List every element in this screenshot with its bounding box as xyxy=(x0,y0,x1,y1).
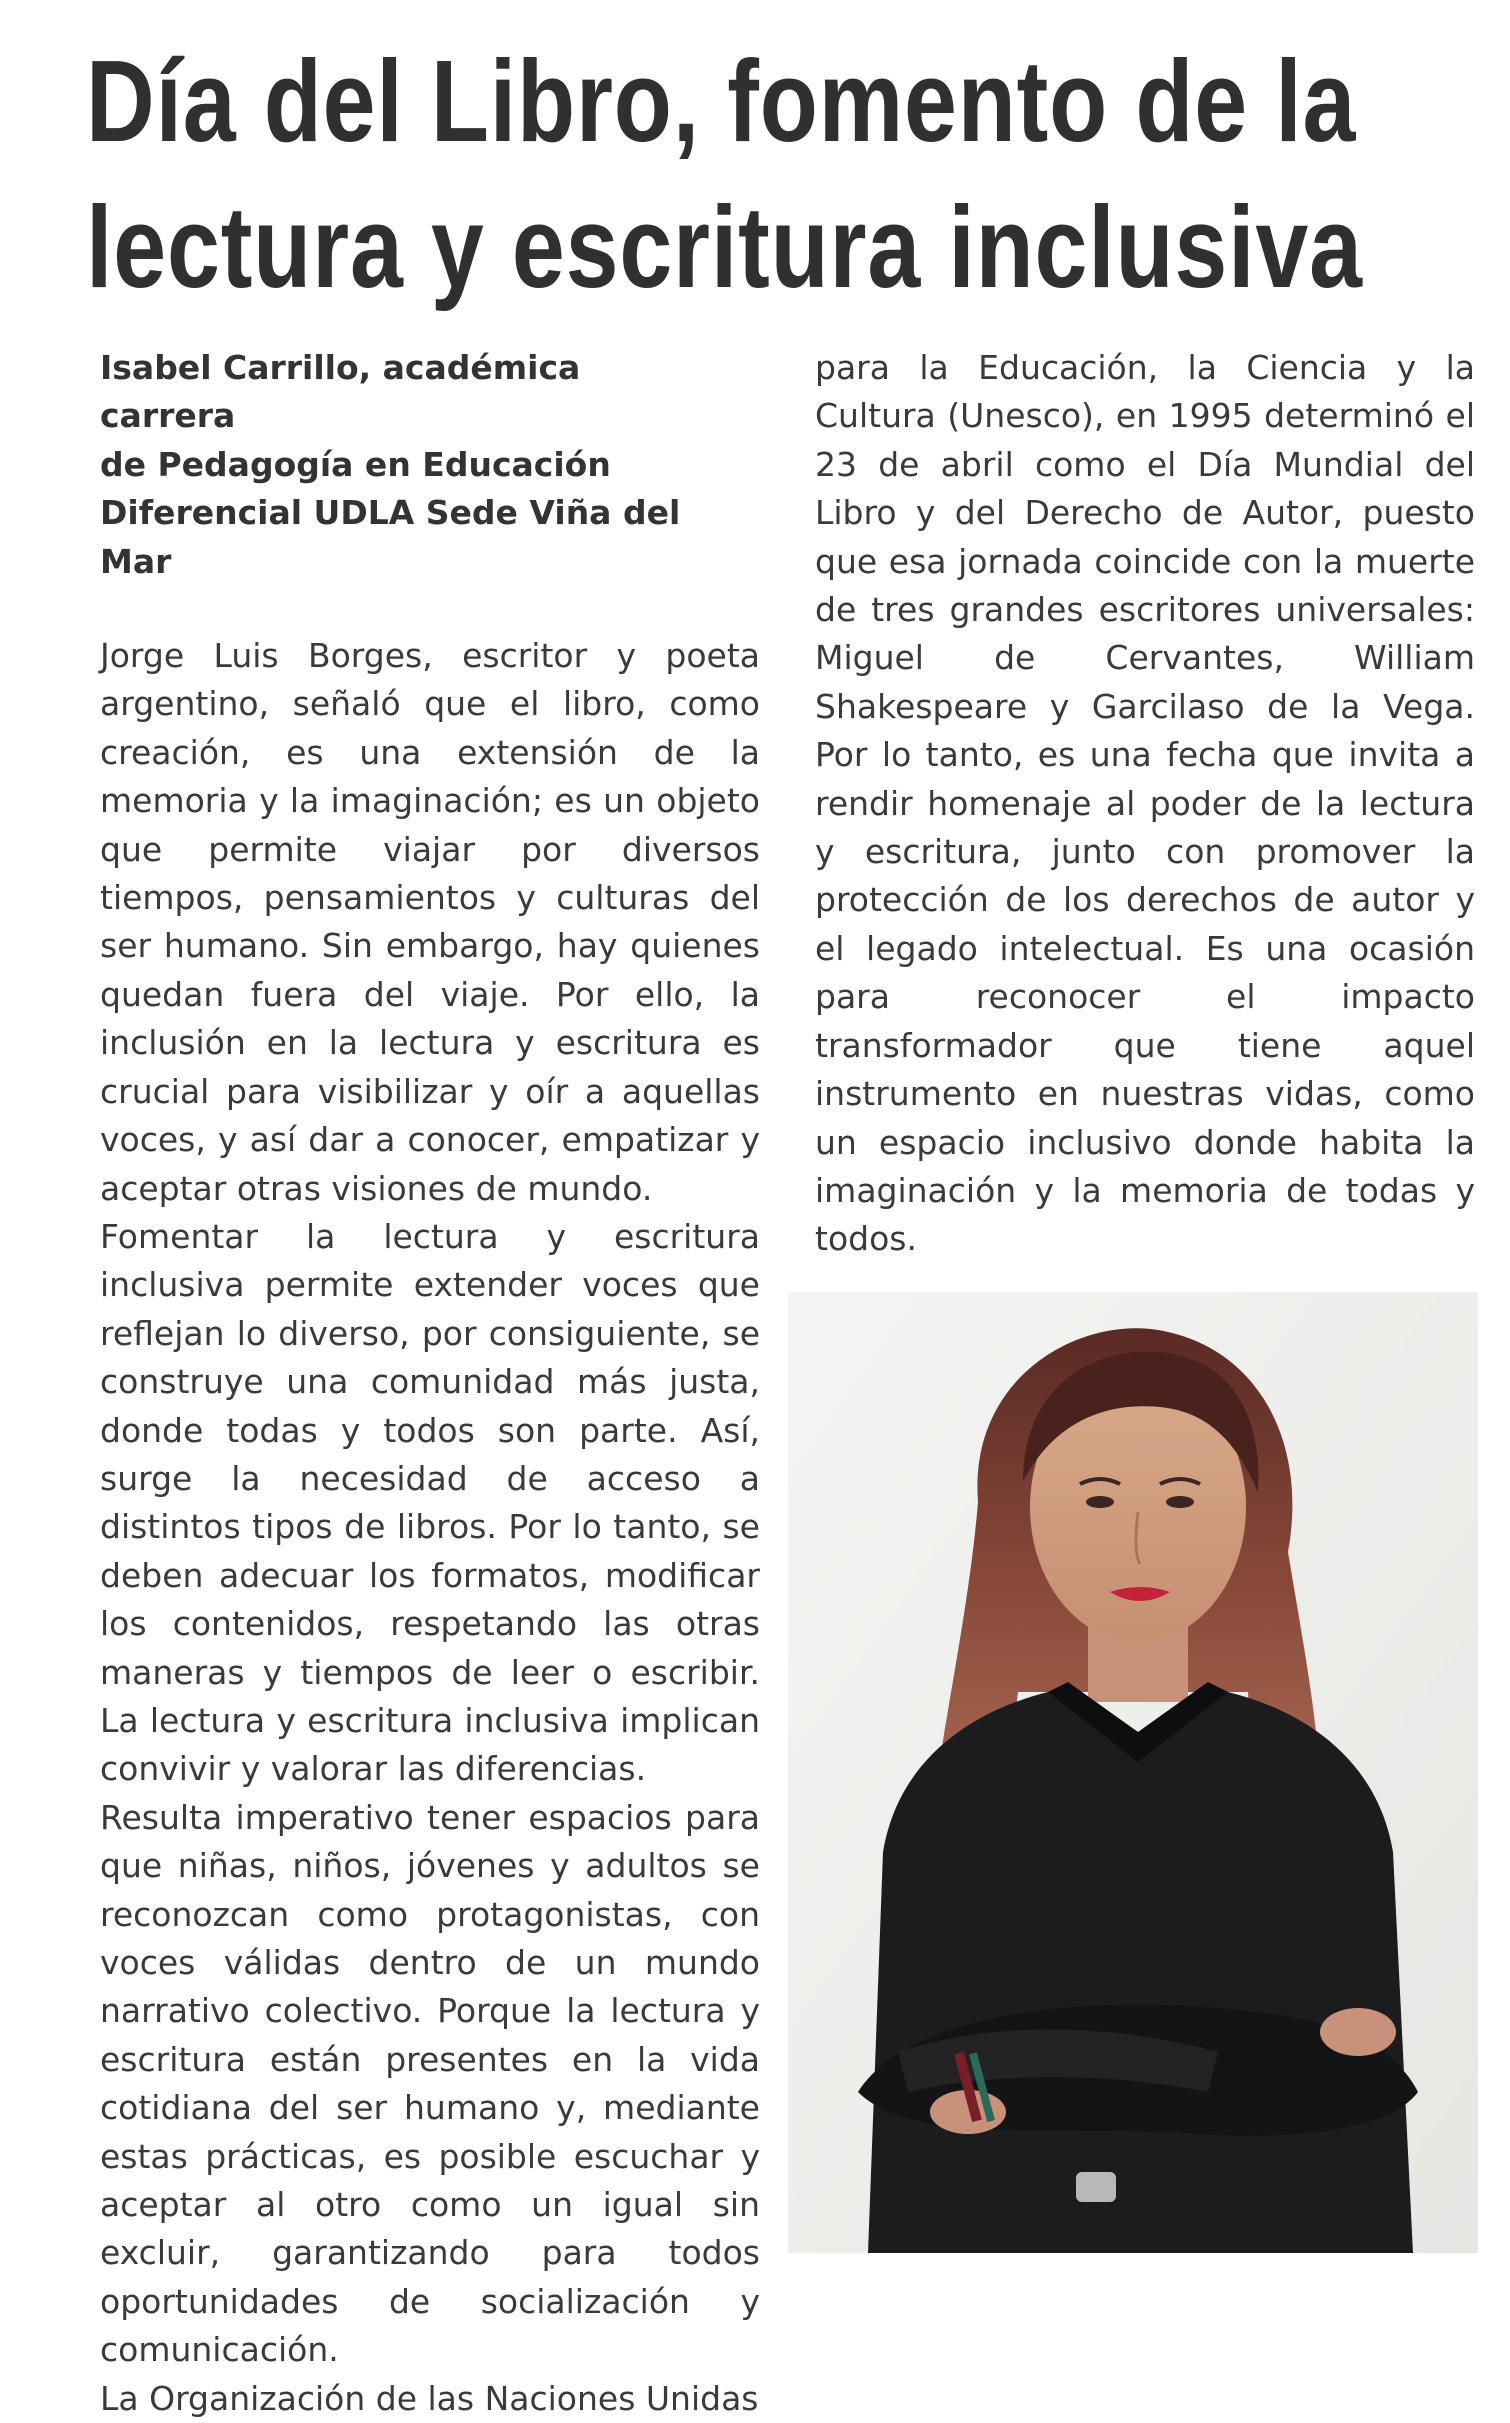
article-title-line-2: lectura y escritura inclusiva xyxy=(86,182,1363,312)
article-title xyxy=(86,28,1363,320)
byline-line-3: Diferencial UDLA Sede Viña del Mar xyxy=(100,493,681,581)
author-photo xyxy=(788,1292,1478,2253)
left-column xyxy=(100,344,760,2423)
paragraph-unesco-start: La Organización de las Naciones Unidas xyxy=(100,2378,759,2418)
author-byline xyxy=(100,344,710,586)
paragraph-resulta: Resulta imperativo tener espacios para que niñas, niños, jóvenes y adultos se reconozcan como protagonistas, con voces válidas dentro de un mundo narrativo colectivo. Porque la lectura y escritura están presentes en la vida cotidiana del ser humano y, mediante estas prácticas, es posible escuchar y aceptar al otro como un igual sin excluir, garantizando para todos oportunidades de socialización y comunicación. xyxy=(100,1797,760,2370)
paragraph-borges: Jorge Luis Borges, escritor y poeta argentino, señaló que el libro, como creación, es una extensión de la memoria y la imaginación; es un objeto que permite viajar por diversos tiempos, pensamientos y culturas del ser humano. Sin embargo, hay quienes quedan fuera del viaje. Por ello, la inclusión en la lectura y escritura es crucial para visibilizar y oír a aquellas voces, y así dar a conocer, empatizar y aceptar otras visiones de mundo. xyxy=(100,636,760,1208)
paragraph-fomentar: Fomentar la lectura y escritura inclusiva permite extender voces que reflejan lo diverso, por consiguiente, se construye una comunidad más justa, donde todas y todos son parte. Así, surge la necesidad de acceso a distintos tipos de libros. Por lo tanto, se deben adecuar los formatos, modificar los contenidos, respetando las otras maneras y tiempos de leer o escribir. La lectura y escritura inclusiva implican convivir y valorar las diferencias. xyxy=(100,1216,760,1789)
byline-line-1: Isabel Carrillo, académica carrera xyxy=(100,348,581,436)
byline-line-2: de Pedagogía en Educación xyxy=(100,444,611,484)
article-title-line-1: Día del Libro, fomento de la xyxy=(86,36,1357,166)
right-column xyxy=(815,344,1475,1264)
paragraph-unesco-continued: para la Educación, la Ciencia y la Cultura (Unesco), en 1995 determinó el 23 de abril como el Día Mundial del Libro y del Derecho de Autor, puesto que esa jornada coincide con la muerte de tres grandes escritores universales: Miguel de Cervantes, William Shakespeare y Garcilaso de la Vega. Por lo tanto, es una fecha que invita a rendir homenaje al poder de la lectura y escritura, junto con promover la protección de los derechos de autor y el legado intelectual. Es una ocasión para reconocer el impacto transformador que tiene aquel instrumento en nuestras vidas, como un espacio inclusivo donde habita la imaginación y la memoria de todas y todos. xyxy=(815,348,1475,1259)
